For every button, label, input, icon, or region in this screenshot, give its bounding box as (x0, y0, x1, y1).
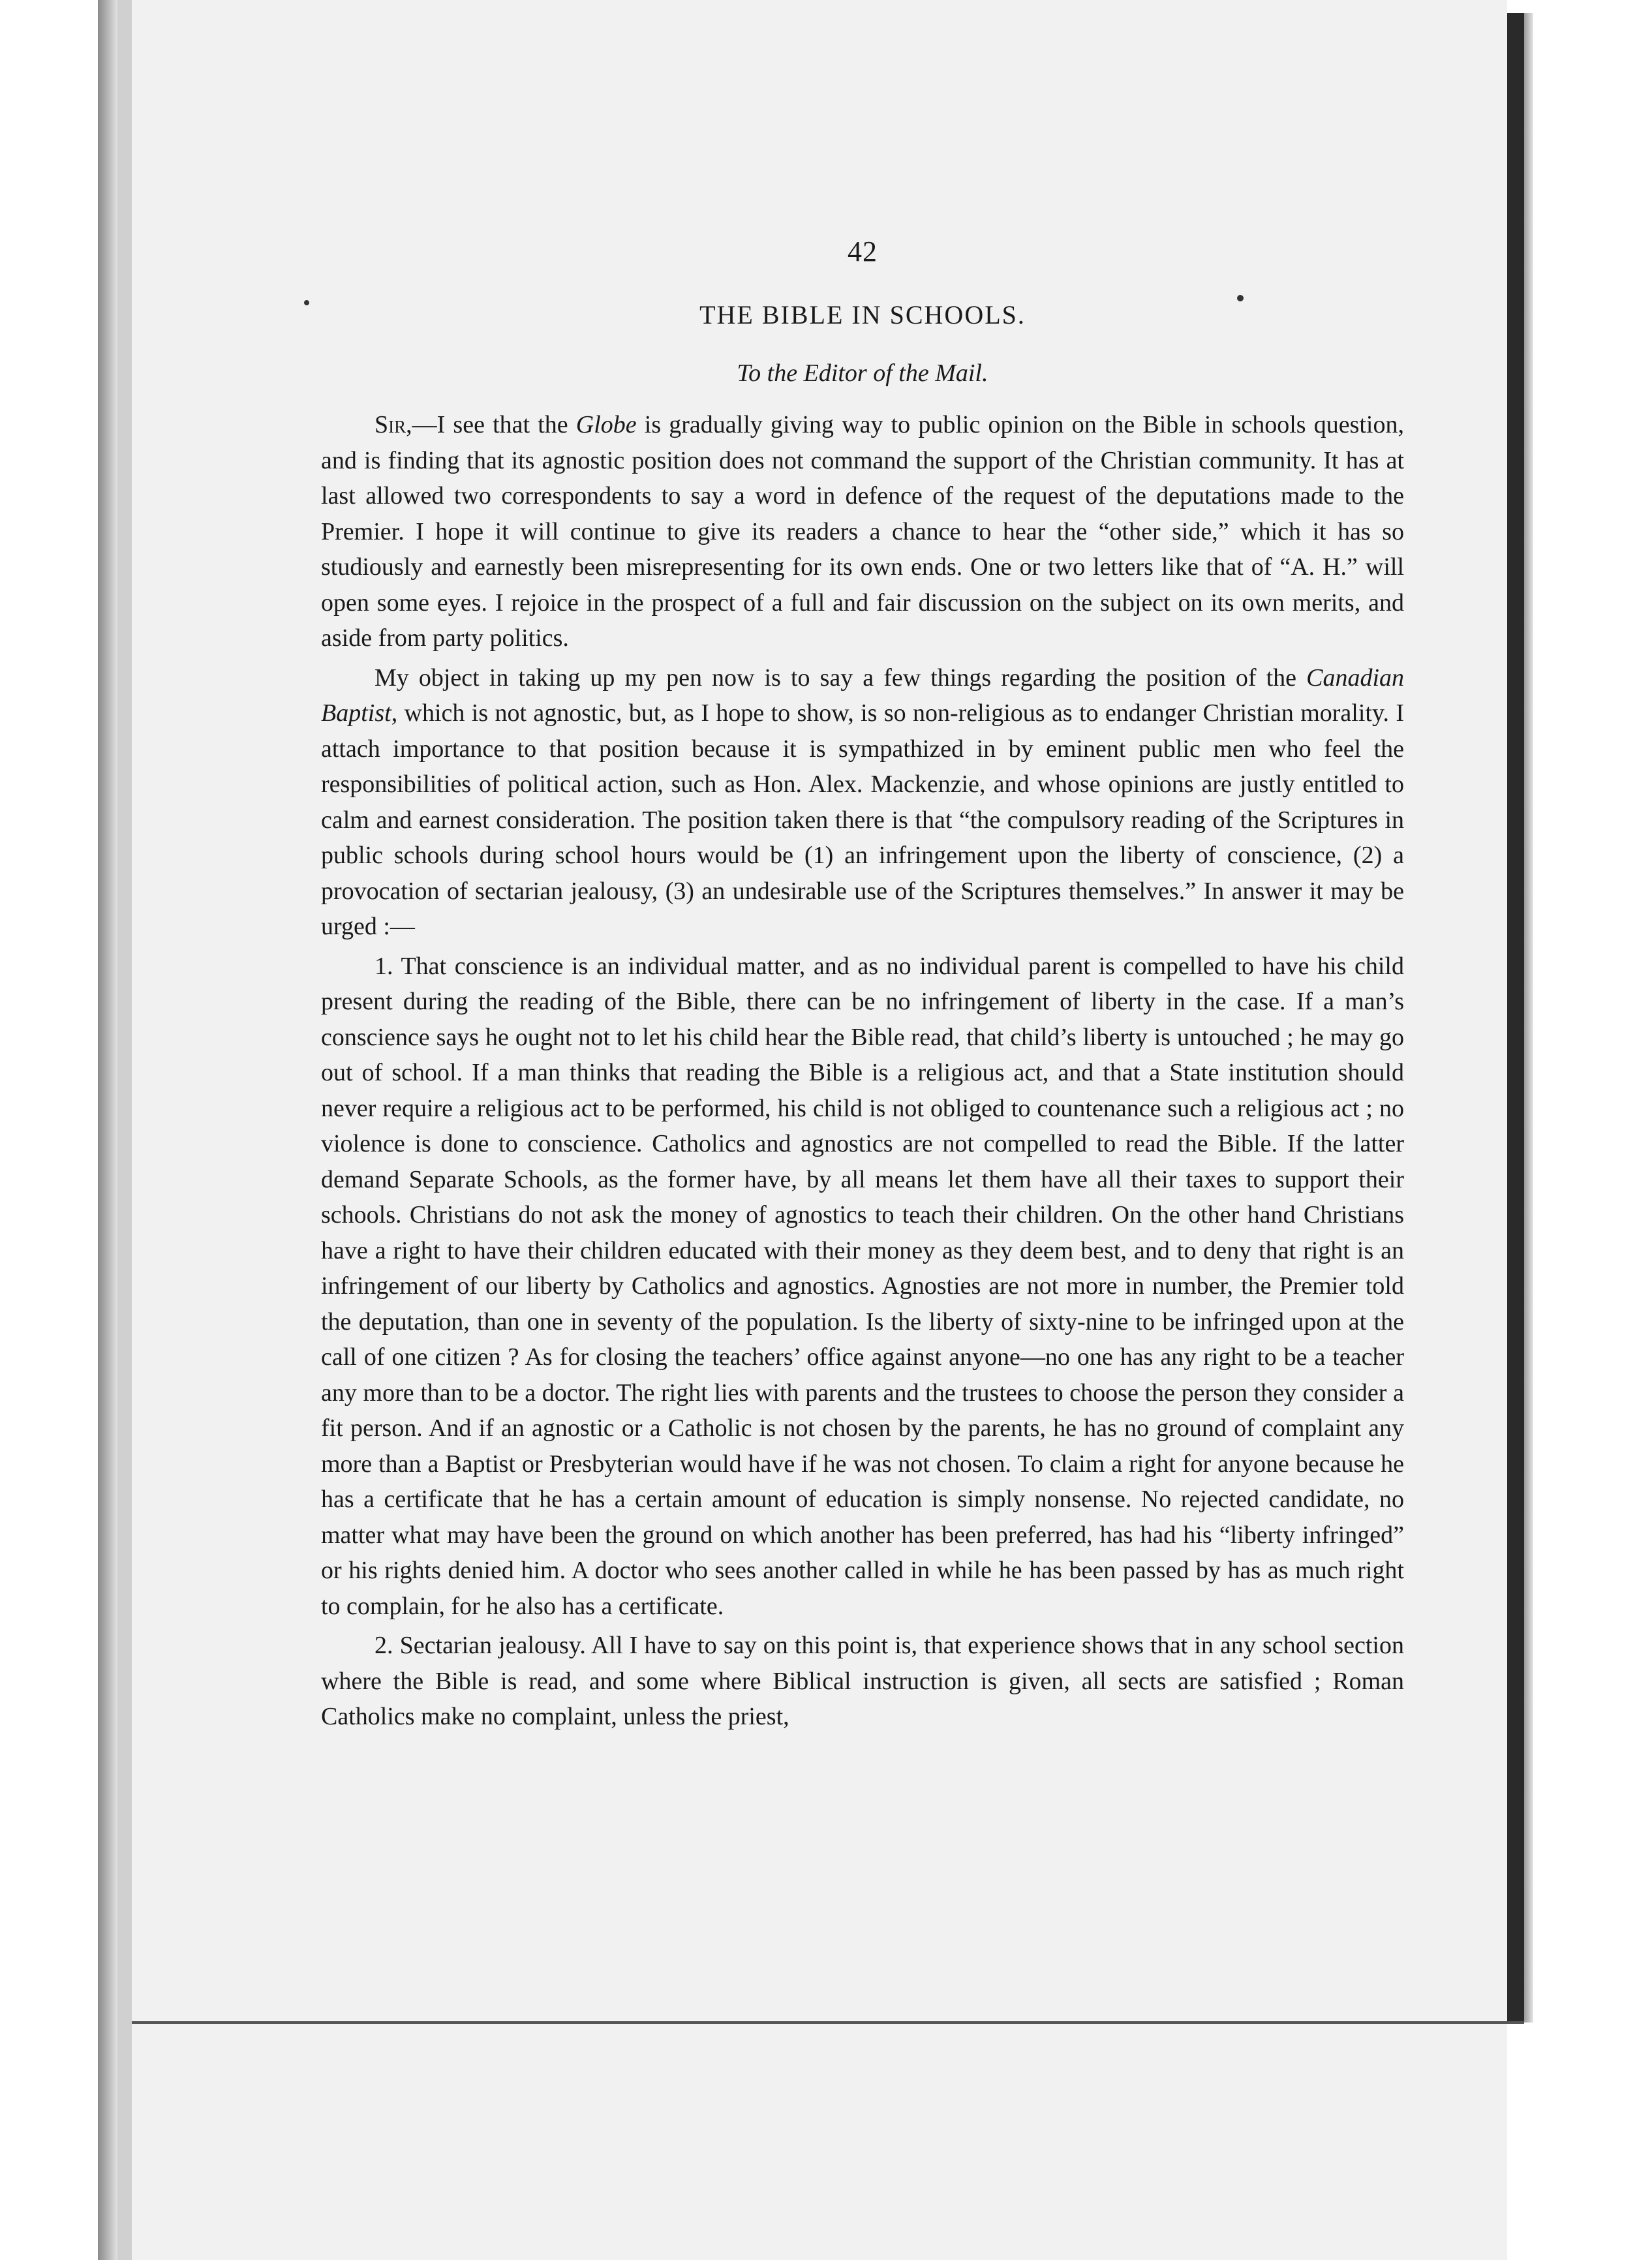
paragraph-1 (321, 407, 1404, 656)
binding-edge (117, 0, 132, 2260)
paragraph-2-part-a: My object in taking up my pen now is to say a few things regarding the position of the (375, 664, 1307, 692)
canadian-baptist-title: Canadian Baptist (321, 664, 1404, 727)
article-title: THE BIBLE IN SCHOOLS. (699, 300, 1026, 329)
paragraph-1-part-a: ,—I see that the (406, 411, 576, 438)
page-number: 42 (848, 236, 878, 267)
page-text (321, 235, 1404, 1735)
globe-title: Globe (575, 411, 637, 438)
scan-speck (304, 300, 309, 305)
page-right-edge (1507, 13, 1524, 2023)
article-subtitle: To the Editor of the Mail. (737, 359, 988, 387)
paragraph-3: 1. That conscience is an individual matter, and as no individual parent is compelled to have his child present during the reading of the Bible, there can be no infringement of liberty in the case. If a man’s conscience says he ought not to let his child hear the Bible read, that child’s liberty is untouched ; he may go out of school. If a man thinks that reading the Bible is a religious act, and that a State institution should never require a religious act to be performed, his child is not obliged to countenance such a religious act ; no violence is done to conscience. Catholics and agnostics are not compelled to read the Bible. If the latter demand Separate Schools, as the former have, by all means let them have all their taxes to support their schools. Christians do not ask the money of agnostics to teach their children. On the other hand Christians have a right to have their children educated with their money as they deem best, and to deny that right is an infringement of our liberty by Catholics and agnostics. Agnosties are not more in number, the Premier told the deputation, than one in seventy of the population. Is the liberty of sixty-nine to be infringed upon at the call of one citizen ? As for closing the teachers’ office against anyone—no one has any right to be a teacher any more than to be a doctor. The right lies with parents and the trustees to choose the person they consider a fit person. And if an agnostic or a Catholic is not chosen by the parents, he has no ground of complaint any more than a Baptist or Presbyterian would have if he was not chosen. To claim a right for anyone because he has a certificate that he has a certain amount of education is simply nonsense. No rejected candidate, no matter what may have been the ground on which another has been preferred, has had his “liberty infringed” or his rights denied him. A doctor who sees another called in while he has been passed by has as much right to complain, for he also has a certificate. (321, 952, 1404, 1620)
page-bottom-edge (132, 2021, 1524, 2024)
binding-shadow (98, 0, 117, 2260)
paragraph-2 (321, 660, 1404, 945)
paragraph-1-part-b: is gradually giving way to public opinion on the Bible in schools question, and is finding that its agnostic position does not command the support of the Christian community. It has at last allowed two correspondents to say a word in defence of the request of the deputations made to the Premier. I hope it will continue to give its readers a chance to hear the “other side,” which it has so studiously and earnestly been misrepresenting for its own ends. One or two letters like that of “A. H.” will open some eyes. I rejoice in the prospect of a full and fair discussion on the subject on its own merits, and aside from party politics. (321, 411, 1404, 652)
salutation: Sir (375, 411, 406, 438)
paragraph-2-part-b: , which is not agnostic, but, as I hope to show, is so non-religious as to endanger Christian morality. I attach importance to that position because it is sympathized in by eminent public men who feel the responsibilities of political action, such as Hon. Alex. Mackenzie, and whose opinions are justly entitled to calm and earnest consideration. The position taken there is that “the compulsory reading of the Scriptures in public schools during school hours would be (1) an infringement upon the liberty of conscience, (2) a provocation of sectarian jealousy, (3) an undesirable use of the Scriptures themselves.” In answer it may be urged :— (321, 699, 1404, 940)
page-right-edge-shadow (1524, 13, 1533, 2023)
paragraph-4: 2. Sectarian jealousy. All I have to say on this point is, that experience shows that in any school section where the Bible is read, and some where Biblical instruction is given, all sects are satisfied ; Roman Catholics make no complaint, unless the priest, (321, 1632, 1404, 1730)
